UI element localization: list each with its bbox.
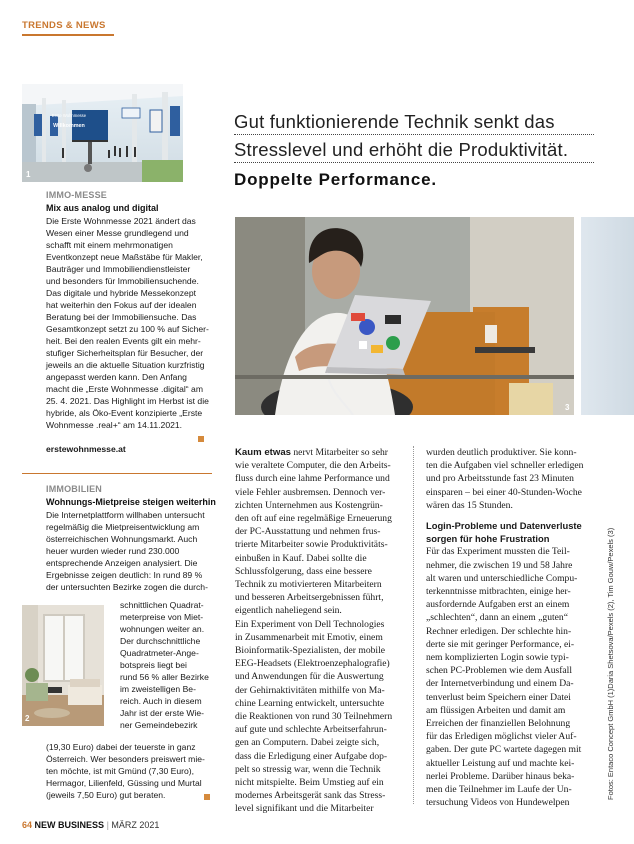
messe-line: heit. Bei den realen Events gilt ein mehr- (46, 336, 201, 346)
col2-line: Für das Experiment mussten die Teil- (426, 546, 570, 558)
col2-line: men die Teilnehmer im Laufe der Un- (426, 784, 572, 796)
column-rule (413, 446, 414, 804)
immo-line: ner Gemeindebezirk (120, 720, 198, 730)
messe-title: Mix aus analog und digital (46, 203, 159, 213)
immo-line: ten möchte, ist mit Gmünd (7,30 Euro), (46, 766, 195, 776)
main-photo (235, 217, 574, 415)
section-tag-rule (22, 34, 114, 36)
issue-date: MÄRZ 2021 (111, 820, 160, 830)
immo-line: regelmäßig die Mietpreisentwicklung am (46, 522, 200, 532)
footer-separator: | (106, 820, 109, 830)
col1-line: in Zusammenarbeit mit Emotiv, einem (235, 631, 383, 643)
col1-line: Ein Experiment von Dell Technologies (235, 618, 385, 630)
immo-line: entsprechende Anzeigen analysiert. Die (46, 558, 198, 568)
immo-line: wohnungen weiter an. (120, 624, 205, 634)
main-photo-strip (581, 217, 634, 415)
col1-line: den oft auf eine regelmäßige Erneuerung (235, 513, 392, 525)
end-square-2 (204, 794, 210, 800)
immo-line: heuer wurden wieder rund 230.000 (46, 546, 180, 556)
immo-line: schnittlichen Quadrat- (120, 600, 204, 610)
col2-line: der Internetverbindung und einem Da- (426, 678, 574, 690)
immo-line: Österreich. Wer besonders preiswert mie- (46, 754, 205, 764)
messe-link[interactable]: erstewohnmesse.at (46, 444, 126, 454)
messe-line: Eventkonzept neue Maßstäbe für Makler, (46, 252, 203, 262)
col1-line: trierte Mitarbeiter sowie Produktivitäts- (235, 539, 388, 551)
col1-line: der Gehirnaktivitäten mithilfe von Ma- (235, 684, 385, 696)
col2-line: am flüssigen Arbeiten und damit am (426, 704, 566, 716)
col1-line: level signifikant und die Mitarbeiter (235, 803, 374, 815)
messe-line: macht die „Erste Wohnmesse .digital“ am (46, 384, 203, 394)
col2-line: terkenntnisse mitbrachten, einige her- (426, 586, 571, 598)
messe-line: Bauträger und Immobiliendienstleister (46, 264, 191, 274)
col1-line: die Reaktionen von rund 30 Teilnehmern (235, 711, 393, 723)
col1-line: viele Fehler ausbremsen. Dennoch ver- (235, 486, 386, 498)
photo-number-2: 2 (25, 714, 30, 723)
messe-line: Beratung bei der Immobiliensuche. Das (46, 312, 197, 322)
magazine-name: NEW BUSINESS (34, 820, 105, 830)
immo-line: im zweistelligen Be- (120, 684, 196, 694)
col1-line: dass die Erledigung einer Aufgabe dop- (235, 750, 388, 762)
headline-bold: Doppelte Performance. (234, 170, 437, 189)
col2-line: „schlechten“, dann an einem „guten“ (426, 612, 568, 624)
immo-line: (jeweils 7,50 Euro) gut beraten. (46, 790, 166, 800)
messe-sign-top: Erste Wohnmesse (51, 113, 87, 118)
col2-line: tersuchung Videos von Hundewelpen (426, 797, 570, 809)
immo-line: Der durchschnittliche (120, 636, 201, 646)
col2-line: ten die Aufgaben viel schneller erledigen (426, 460, 584, 472)
col2-line: Rechner erledigen. Der schlechte hin- (426, 625, 572, 637)
body-column-2 (426, 446, 598, 809)
immo-title: Wohnungs-Mietpreise steigen weiterhin (46, 497, 216, 507)
col1-line: fluss durch eine lahme Performance und (235, 473, 390, 485)
immo-line: botspreis liegt bei (120, 660, 187, 670)
messe-line: hat weiterhin den Fokus auf der idealen (46, 300, 197, 310)
messe-line: Gesamtkonzept setzt zu 100 % auf Sicher- (46, 324, 209, 334)
col1-line: der PC-Ausstattung und nehmen frus- (235, 526, 381, 538)
messe-line: angepasst werden kann. Den Anfang (46, 372, 187, 382)
immo-line: Ergebnisse zeigen deutlich: In rund 89 % (46, 570, 203, 580)
messe-line: 25. 4. 2021. Das Highlight im Herbst ist die (46, 396, 209, 406)
room-photo (22, 605, 104, 726)
immo-line: Die Internetplattform willhaben untersucht (46, 510, 205, 520)
headline-line-2: Stresslevel und erhöht die Produktivität. (234, 139, 569, 160)
immo-line: rund 56 % aller Bezirke (120, 672, 209, 682)
messe-line: schafft mit einem mehrmonatigen (46, 240, 173, 250)
col2-line: alt waren und unterschiedliche Compu- (426, 572, 578, 584)
col2-line: derte sie mit geringer Performance, ei- (426, 638, 575, 650)
photo-number-1: 1 (26, 170, 31, 179)
col2-text-a (426, 446, 598, 512)
col1-line: und besseren Arbeitsergebnissen führt, (235, 592, 384, 604)
col1-line: eigentlich naheliegend sein. (235, 605, 342, 617)
col2-line: nehmer, die zwischen 19 und 58 Jahre (426, 559, 573, 571)
immo-body-narrow (120, 599, 216, 731)
col1-text (235, 446, 405, 816)
lead-in: Kaum etwas (235, 447, 291, 458)
col2-subhead-2: sorgen für hohe Frustration (426, 533, 550, 545)
col1-line: Technik zu motivierteren Mitarbeitern (235, 579, 382, 591)
photo-credit (606, 520, 620, 800)
col1-line: nicht mitspielte. Beim Umstieg auf ein (235, 777, 384, 789)
immo-line: reich. Auch in diesem (120, 696, 202, 706)
messe-line: und besonders für Immobiliensuchende. (46, 276, 199, 286)
headline-line-1: Gut funktionierende Technik senkt das (234, 111, 555, 132)
messe-line: jeweils an die aktuelle Situation kurzfristig (46, 360, 205, 370)
col2-line: nem komplizierten Login sowie typi- (426, 652, 569, 664)
section-tag: TRENDS & NEWS (22, 20, 106, 31)
body-column-1 (235, 446, 405, 816)
headline (234, 109, 594, 193)
messe-label: IMMO-MESSE (46, 190, 108, 200)
col1-line: modernes Arbeitsgerät sank das Stress- (235, 790, 386, 802)
col1-line: Bioinformatik-Spezialisten, der mobile (235, 645, 386, 657)
immo-line: meterpreise von Miet- (120, 612, 204, 622)
photo-number-3: 3 (565, 403, 570, 412)
immo-body-top (46, 509, 214, 593)
col2-line: und pro Arbeitsstunde fast 23 Minuten (426, 473, 574, 485)
col2-line: einsparen – bei einer 40-Stunden-Woche (426, 486, 582, 498)
messe-line: Wesen einer Messe grundlegend und (46, 228, 189, 238)
immo-line: österreichischen Wohnungsmarkt. Auch (46, 534, 198, 544)
col2-line: für das Erledigen möglichst vieler Auf- (426, 731, 577, 743)
col1-line-rest: nervt Mitarbeiter so sehr (290, 447, 388, 458)
col1-line: Schlussfolgerung, dass eine bessere (235, 565, 372, 577)
messe-sign-main: Willkommen (53, 123, 85, 129)
footer (22, 820, 159, 830)
col1-line: gen an Computern. Dabei zeigte sich, (235, 737, 380, 749)
col2-line: ausfordernde Aufgaben erst an einem (426, 599, 570, 611)
col2-line: nerlei Probleme. Darüber hinaus beka- (426, 770, 575, 782)
immo-body-end (46, 741, 214, 801)
col2-line: gaben. Der gute PC wartete dagegen mit (426, 744, 582, 756)
immo-label: IMMOBILIEN (46, 484, 102, 494)
end-square-1 (198, 436, 204, 442)
immo-line: Hermagor, Lilienfeld, Güssing und Murtal (46, 778, 202, 788)
immo-line: Quadratmeter-Ange- (120, 648, 199, 658)
messe-link-row (46, 443, 126, 455)
col2-line: schen PC-Problemen wie dem Ausfall (426, 665, 573, 677)
col1-line: wie veraltete Computer, die den Arbeits- (235, 460, 391, 472)
photo-credit-text: Fotos: Entaco Concept GmbH (1)Daria Shetsova/Pexels (2), Tim Gouw/Pexels (3) (606, 527, 615, 800)
col1-line: pelt so stressig war, wenn die Technik (235, 763, 381, 775)
col1-line: auf gute und schlechte Arbeitserfahrun- (235, 724, 387, 736)
messe-line: Die Erste Wohnmesse 2021 ändert das (46, 216, 196, 226)
col1-line: chine Learning entwickelt, untersuchte (235, 697, 385, 709)
col1-line: EEG-Headsets (Elektroenzephalografie) (235, 658, 390, 670)
messe-line: stufiger Sicherheitsplan für Besucher, der (46, 348, 204, 358)
col1-line: und Anwendungen für die Auswertung (235, 671, 384, 683)
col2-text-b (426, 545, 598, 809)
col2-line: wären das 15 Stunden. (426, 499, 513, 511)
messe-body (46, 215, 214, 431)
col1-line (235, 446, 405, 459)
messe-photo (22, 84, 183, 182)
col2-line: wurden deutlich produktiver. Sie konn- (426, 447, 577, 458)
immo-line: Jahr ist der erste Wie- (120, 708, 205, 718)
col1-line: einbußen in Kauf. Dabei sollte die (235, 552, 367, 564)
page-number: 64 (22, 820, 33, 830)
immo-line: (19,30 Euro) dabei der teuerste in ganz (46, 742, 196, 752)
col2-line: tenverlust beim Speichern einer Datei (426, 691, 571, 703)
messe-line: Das digitale und hybride Messekonzept (46, 288, 197, 298)
side-divider (22, 473, 212, 474)
immo-line: der untersuchten Bezirke zogen die durch- (46, 582, 208, 592)
messe-line: hybride, als Öko-Event konzipierte „Erste (46, 408, 203, 418)
col2-subhead-1: Login-Probleme und Datenverluste (426, 520, 582, 532)
col2-line: aktueller Leistung auf und machte kei- (426, 757, 575, 769)
col2-line: Erreichen der finanziellen Belohnung (426, 718, 571, 730)
col1-line: zichten Unternehmen aus Kostengrün- (235, 499, 383, 511)
messe-line: Wohnmesse .real+“ am 14.11.2021. (46, 420, 183, 430)
